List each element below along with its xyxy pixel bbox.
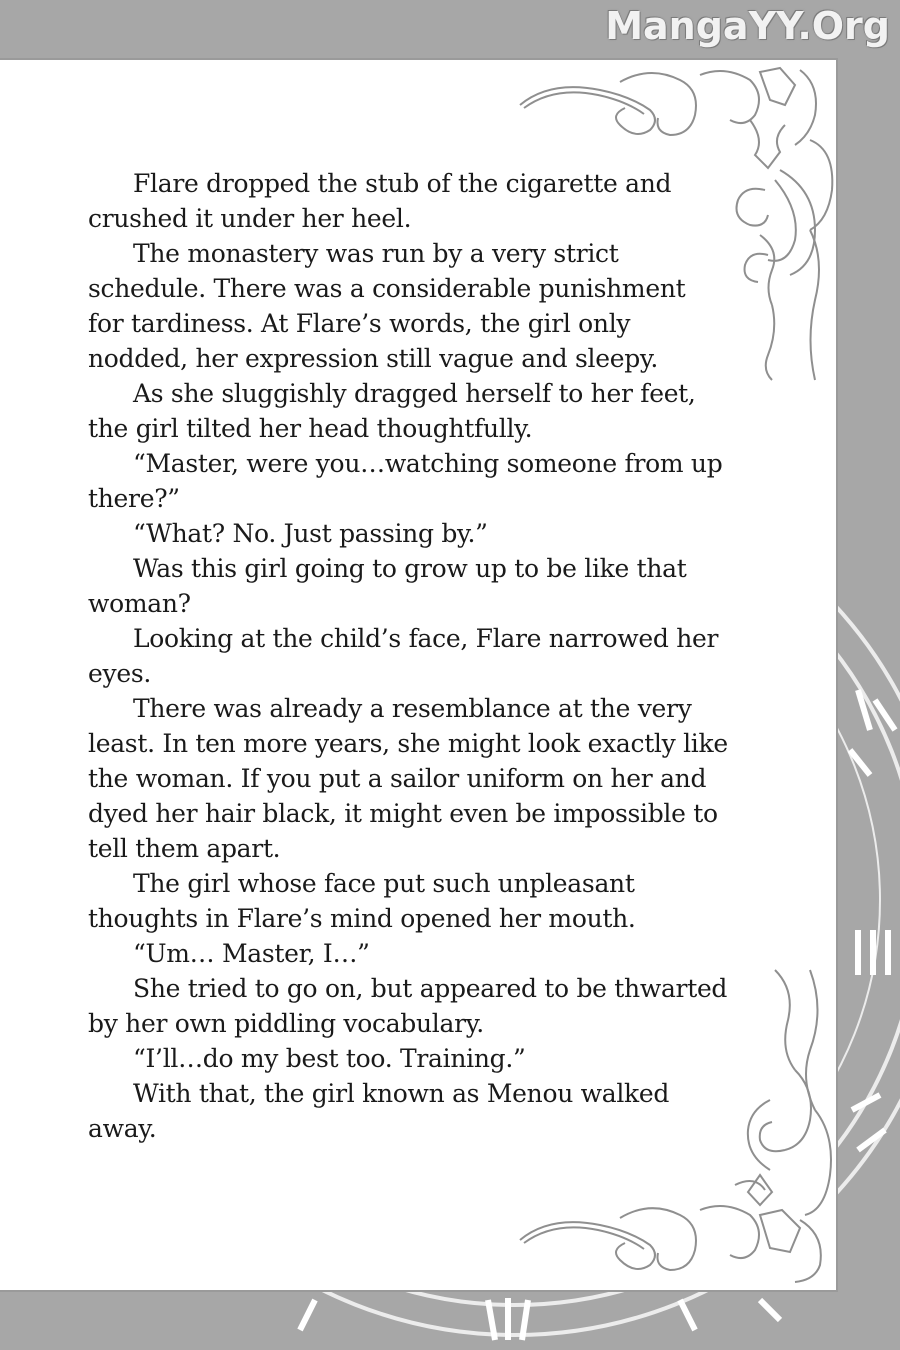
- paragraph: “What? No. Just passing by.”: [133, 519, 488, 548]
- paragraph: The girl whose face put such unpleasant thoughts in Flare’s mind opened her mouth.: [88, 869, 636, 933]
- paragraph: “I’ll…do my best too. Training.”: [133, 1044, 526, 1073]
- paragraph: With that, the girl known as Menou walked away.: [88, 1079, 670, 1143]
- paragraph: Looking at the child’s face, Flare narrowed her eyes.: [88, 624, 719, 688]
- paragraph: She tried to go on, but appeared to be thwarted by her own piddling vocabulary.: [88, 974, 728, 1038]
- paragraph: There was already a resemblance at the very least. In ten more years, she might look exactly like the woman. If you put a sailor uniform on her and dyed her hair black, it might even be impossible to tell them apart.: [88, 694, 728, 863]
- paragraph: As she sluggishly dragged herself to her feet, the girl tilted her head thoughtfully.: [88, 379, 696, 443]
- paragraph: “Um… Master, I…”: [133, 939, 370, 968]
- watermark-logo: MangaYY.Org: [605, 4, 890, 48]
- paragraph: Flare dropped the stub of the cigarette and crushed it under her heel.: [88, 169, 672, 233]
- paragraph: Was this girl going to grow up to be like that woman?: [88, 554, 687, 618]
- paragraph: The monastery was run by a very strict schedule. There was a considerable punishment for tardiness. At Flare’s words, the girl only nodded, her expression still vague and sleepy.: [88, 239, 686, 373]
- paragraph: “Master, were you…watching someone from up there?”: [88, 449, 723, 513]
- story-text: [88, 166, 728, 1146]
